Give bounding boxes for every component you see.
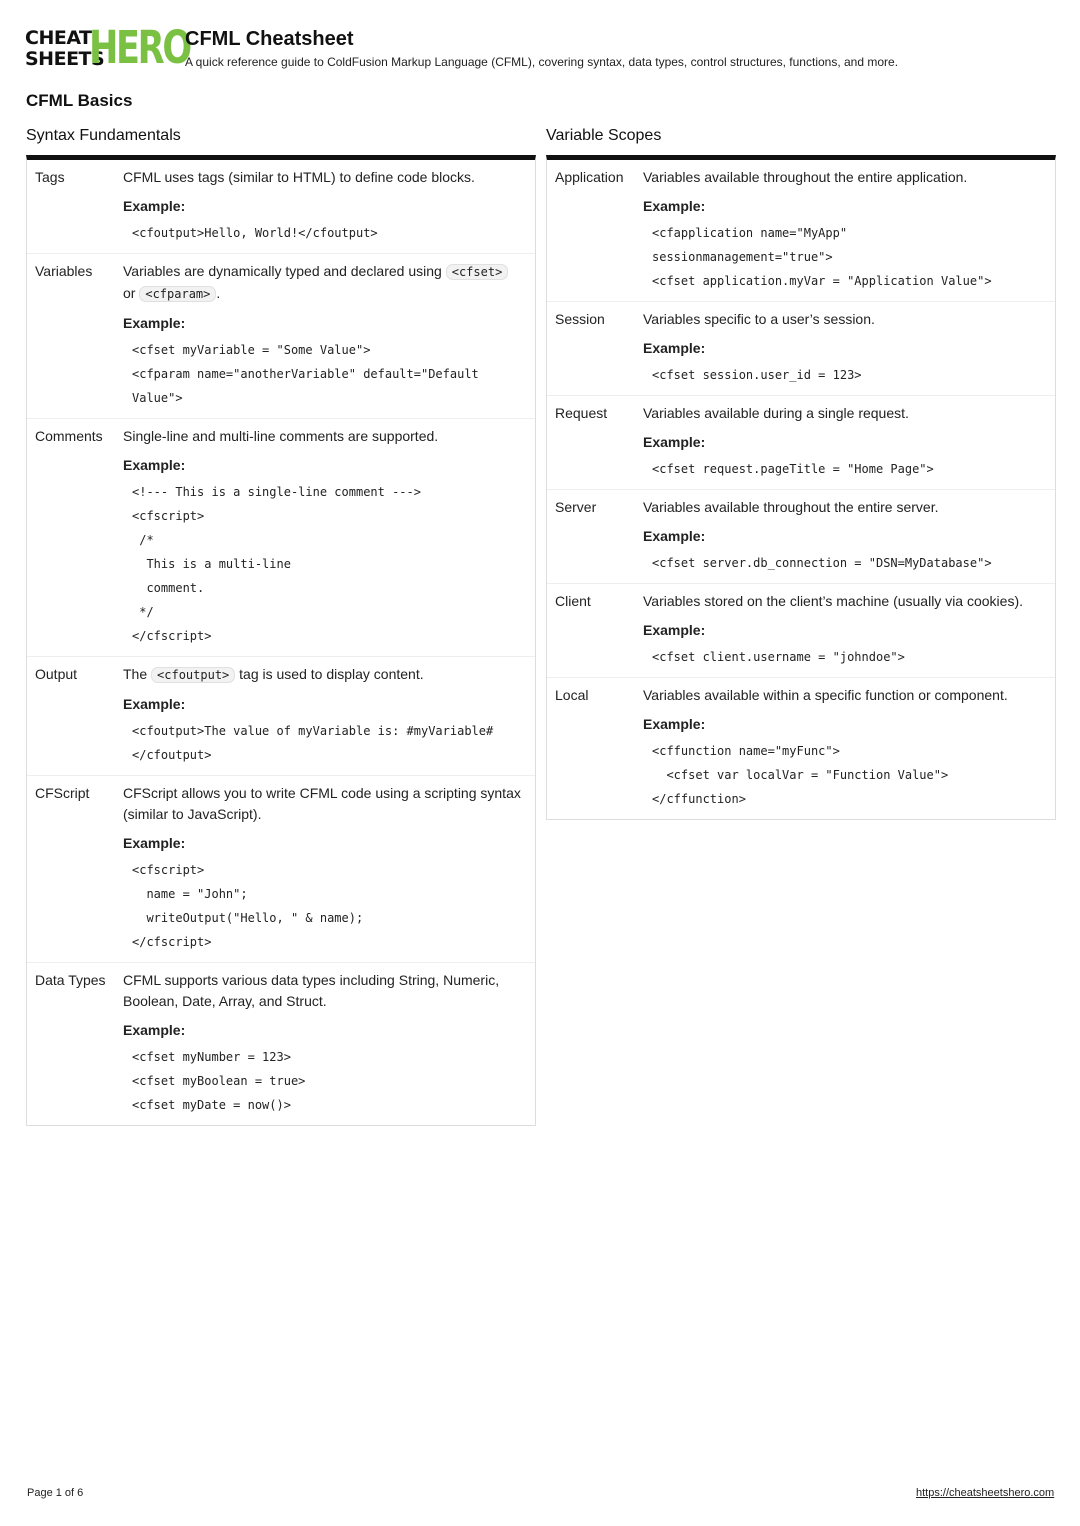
page-title: CFML Cheatsheet: [185, 28, 354, 50]
row-description: Variables are dynamically typed and declared using <cfset> or <cfparam> .: [123, 261, 527, 305]
code-block: <cfset session.user_id = 123>: [652, 368, 862, 382]
code-block: <!--- This is a single-line comment ---> <cfscript> /* This is a multi-line comment. */ </cfscript>: [132, 485, 421, 643]
scopes-card: [546, 155, 1056, 820]
row-description: The <cfoutput> tag is used to display content.: [123, 666, 424, 682]
code-block: <cfset myNumber = 123> <cfset myBoolean = true> <cfset myDate = now()>: [132, 1050, 306, 1112]
logo-line2: SHEETS: [25, 48, 105, 70]
row-name: Session: [555, 311, 605, 327]
table-row: [27, 419, 535, 657]
table-row: [547, 490, 1055, 584]
row-name: Data Types: [35, 972, 106, 988]
code-chip: <cfparam>: [139, 286, 216, 302]
example-label: Example:: [643, 716, 706, 732]
logo-hero: HERO: [89, 21, 190, 74]
table-row: [547, 160, 1055, 302]
table-row: [547, 584, 1055, 678]
row-description: Variables available throughout the entire application.: [643, 169, 968, 185]
row-name: Local: [555, 687, 589, 703]
example-label: Example:: [123, 457, 186, 473]
row-name: Client: [555, 593, 591, 609]
code-chip: <cfoutput>: [151, 667, 235, 683]
page-subtitle: A quick reference guide to ColdFusion Markup Language (CFML), covering syntax, data types, control structures, functions, and more.: [185, 55, 899, 69]
table-row: [547, 396, 1055, 490]
logo: [25, 21, 190, 74]
variable-scopes-column: [546, 126, 1056, 820]
table-row: [27, 776, 535, 963]
column-title: Variable Scopes: [546, 127, 662, 144]
row-name: Server: [555, 499, 597, 515]
table-row: [27, 963, 535, 1125]
page-number: Page 1 of 6: [27, 1487, 84, 1499]
row-name: Tags: [35, 169, 65, 185]
row-description: Single-line and multi-line comments are supported.: [123, 428, 439, 444]
code-block: <cfset request.pageTitle = "Home Page">: [652, 462, 934, 476]
row-description: CFML supports various data types including String, Numeric, Boolean, Date, Array, and Struct.: [123, 972, 500, 1009]
column-title: Syntax Fundamentals: [26, 127, 181, 144]
row-name: Variables: [35, 263, 93, 279]
example-label: Example:: [123, 315, 186, 331]
example-label: Example:: [643, 622, 706, 638]
row-name: CFScript: [35, 785, 90, 801]
example-label: Example:: [643, 434, 706, 450]
table-row: [547, 302, 1055, 396]
code-block: <cfoutput>Hello, World!</cfoutput>: [132, 226, 378, 240]
table-row: [547, 678, 1055, 819]
section-title: CFML Basics: [26, 91, 133, 110]
table-row: [27, 160, 535, 254]
row-description: Variables available during a single request.: [643, 405, 909, 421]
table-row: [27, 657, 535, 776]
code-chip: <cfset>: [446, 264, 509, 280]
example-label: Example:: [643, 340, 706, 356]
row-description: Variables specific to a user’s session.: [643, 311, 875, 327]
code-block: <cfscript> name = "John"; writeOutput("Hello, " & name); </cfscript>: [132, 863, 364, 949]
code-block: <cfoutput>The value of myVariable is: #myVariable# </cfoutput>: [132, 724, 494, 762]
row-name: Comments: [35, 428, 103, 444]
row-name: Output: [35, 666, 78, 682]
row-description: Variables available within a specific function or component.: [643, 687, 1008, 703]
site-link[interactable]: https://cheatsheetshero.com: [916, 1487, 1055, 1499]
code-block: <cfset server.db_connection = "DSN=MyDatabase">: [652, 556, 992, 570]
example-label: Example:: [123, 198, 186, 214]
example-label: Example:: [123, 1022, 186, 1038]
table-row: [27, 254, 535, 419]
example-label: Example:: [643, 198, 706, 214]
code-block: <cfapplication name="MyApp" sessionmanagement="true"> <cfset application.myVar = "Application Value">: [652, 226, 992, 288]
example-label: Example:: [123, 696, 186, 712]
code-block: <cffunction name="myFunc"> <cfset var localVar = "Function Value"> </cffunction>: [652, 744, 949, 806]
code-block: <cfset client.username = "johndoe">: [652, 650, 905, 664]
row-description: Variables available throughout the entire server.: [643, 499, 939, 515]
row-description: Variables stored on the client’s machine (usually via cookies).: [643, 593, 1024, 609]
syntax-fundamentals-column: [26, 126, 536, 1126]
row-name: Request: [555, 405, 608, 421]
example-label: Example:: [123, 835, 186, 851]
row-description: CFML uses tags (similar to HTML) to define code blocks.: [123, 169, 475, 185]
example-label: Example:: [643, 528, 706, 544]
syntax-card: [26, 155, 536, 1126]
code-block: <cfset myVariable = "Some Value"> <cfparam name="anotherVariable" default="Default Value">: [132, 343, 479, 405]
logo-line1: CHEAT: [25, 27, 92, 49]
row-description: CFScript allows you to write CFML code using a scripting syntax (similar to JavaScript).: [123, 785, 521, 822]
row-name: Application: [555, 169, 624, 185]
